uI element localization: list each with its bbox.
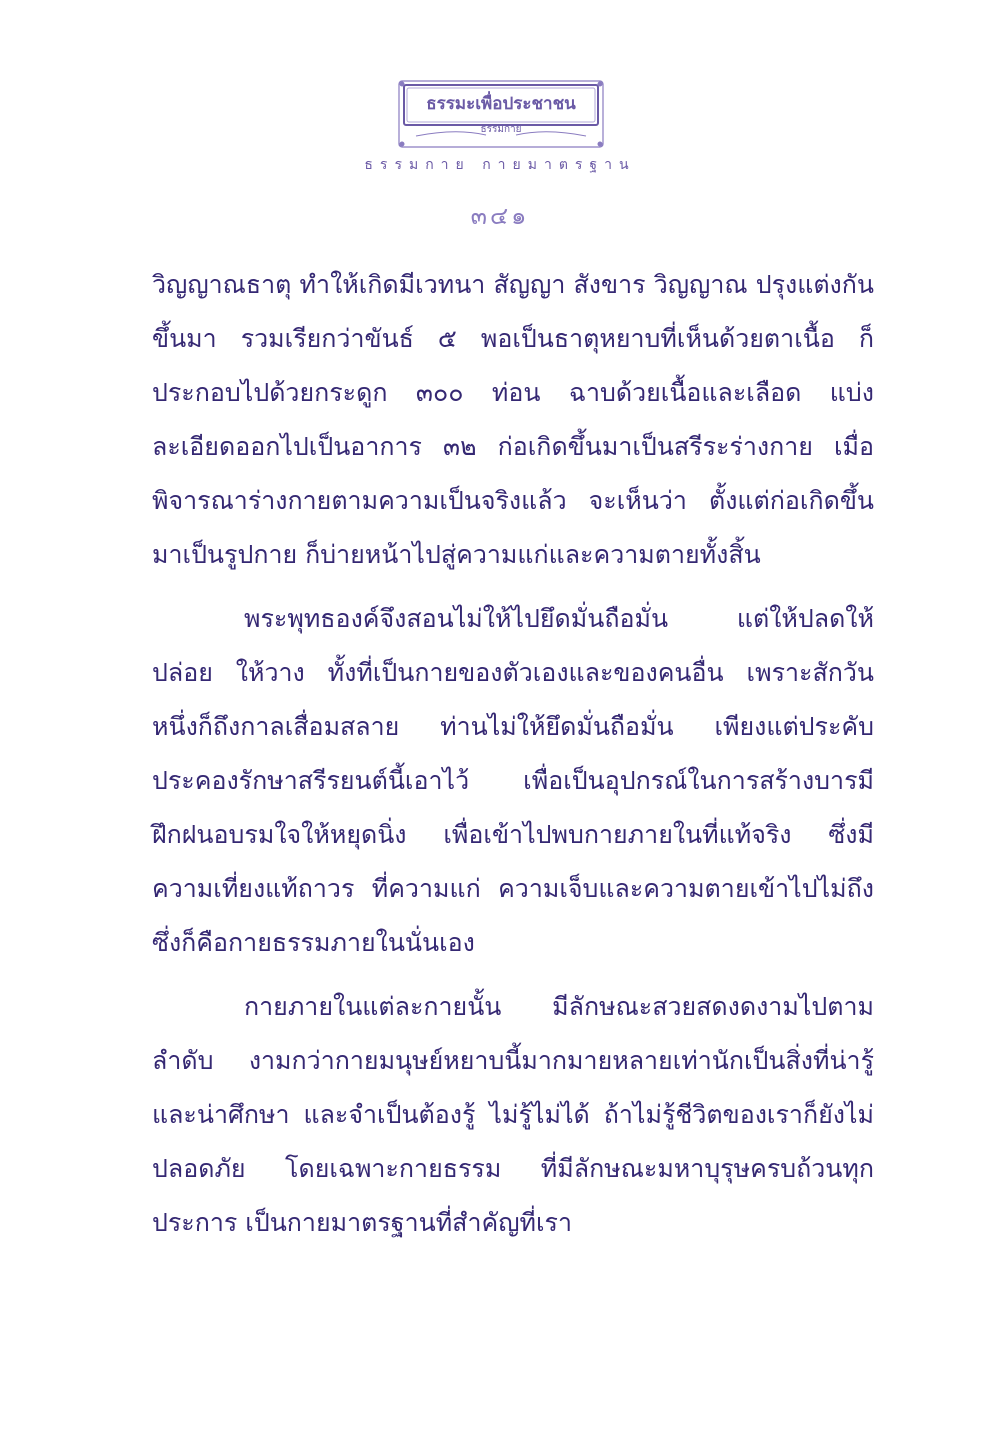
paragraph-2: พระพุทธองค์จึงสอนไม่ให้ไปยึดมั่นถือมั่น แต่ให้ปลดให้ปล่อย ให้วาง ทั้งที่เป็นกายของตัวเองและของคนอื่น เพราะสักวันหนึ่งก็ถึงกาลเสื่อมสลาย ท่านไม่ให้ยึดมั่นถือมั่น เพียงแต่ประคับประคองรักษาสรีรยนต์นี้เอาไว้ เพื่อเป็นอุปกรณ์ในการสร้างบารมี ฝึกฝนอบรมใจให้หยุดนิ่ง เพื่อเข้าไปพบกายภายในที่แท้จริง ซึ่งมีความเที่ยงแท้ถาวร ที่ความแก่ ความเจ็บและความตายเข้าไปไม่ถึง ซึ่งก็คือกายธรรมภายในนั่นเอง — [152, 604, 874, 957]
paragraph-3: กายภายในแต่ละกายนั้น มีลักษณะสวยสดงดงามไปตามลำดับ งามกว่ากายมนุษย์หยาบนี้มากมายหลายเท่านักเป็นสิ่งที่น่ารู้และน่าศึกษา และจำเป็นต้องรู้ ไม่รู้ไม่ได้ ถ้าไม่รู้ชีวิตของเราก็ยังไม่ปลอดภัย โดยเฉพาะกายธรรม ที่มีลักษณะมหาบุรุษครบถ้วนทุกประการ เป็นกายมาตรฐานที่สำคัญที่เรา — [152, 992, 874, 1237]
running-head: ธรรมกาย กายมาตรฐาน — [364, 157, 636, 173]
logo-subtitle: ธรรมกาย — [480, 124, 522, 135]
page-header — [0, 0, 1000, 230]
series-logo — [396, 78, 606, 150]
body-text — [152, 258, 874, 1260]
paragraph-1: วิญญาณธาตุ ทำให้เกิดมีเวทนา สัญญา สังขาร วิญญาณ ปรุงแต่งกันขึ้นมา รวมเรียกว่าขันธ์ ๕ พอเป็นธาตุหยาบที่เห็นด้วยตาเนื้อ ก็ประกอบไปด้วยกระดูก ๓๐๐ ท่อน ฉาบด้วยเนื้อและเลือด แบ่งละเอียดออกไปเป็นอาการ ๓๒ ก่อเกิดขึ้นมาเป็นสรีระร่างกาย เมื่อพิจารณาร่างกายตามความเป็นจริงแล้ว จะเห็นว่า ตั้งแต่ก่อเกิดขึ้นมาเป็นรูปกาย ก็บ่ายหน้าไปสู่ความแก่และความตายทั้งสิ้น — [152, 270, 874, 569]
page-number: ๓๔๑ — [470, 202, 530, 230]
logo-title: ธรรมะเพื่อประชาชน — [426, 94, 576, 114]
